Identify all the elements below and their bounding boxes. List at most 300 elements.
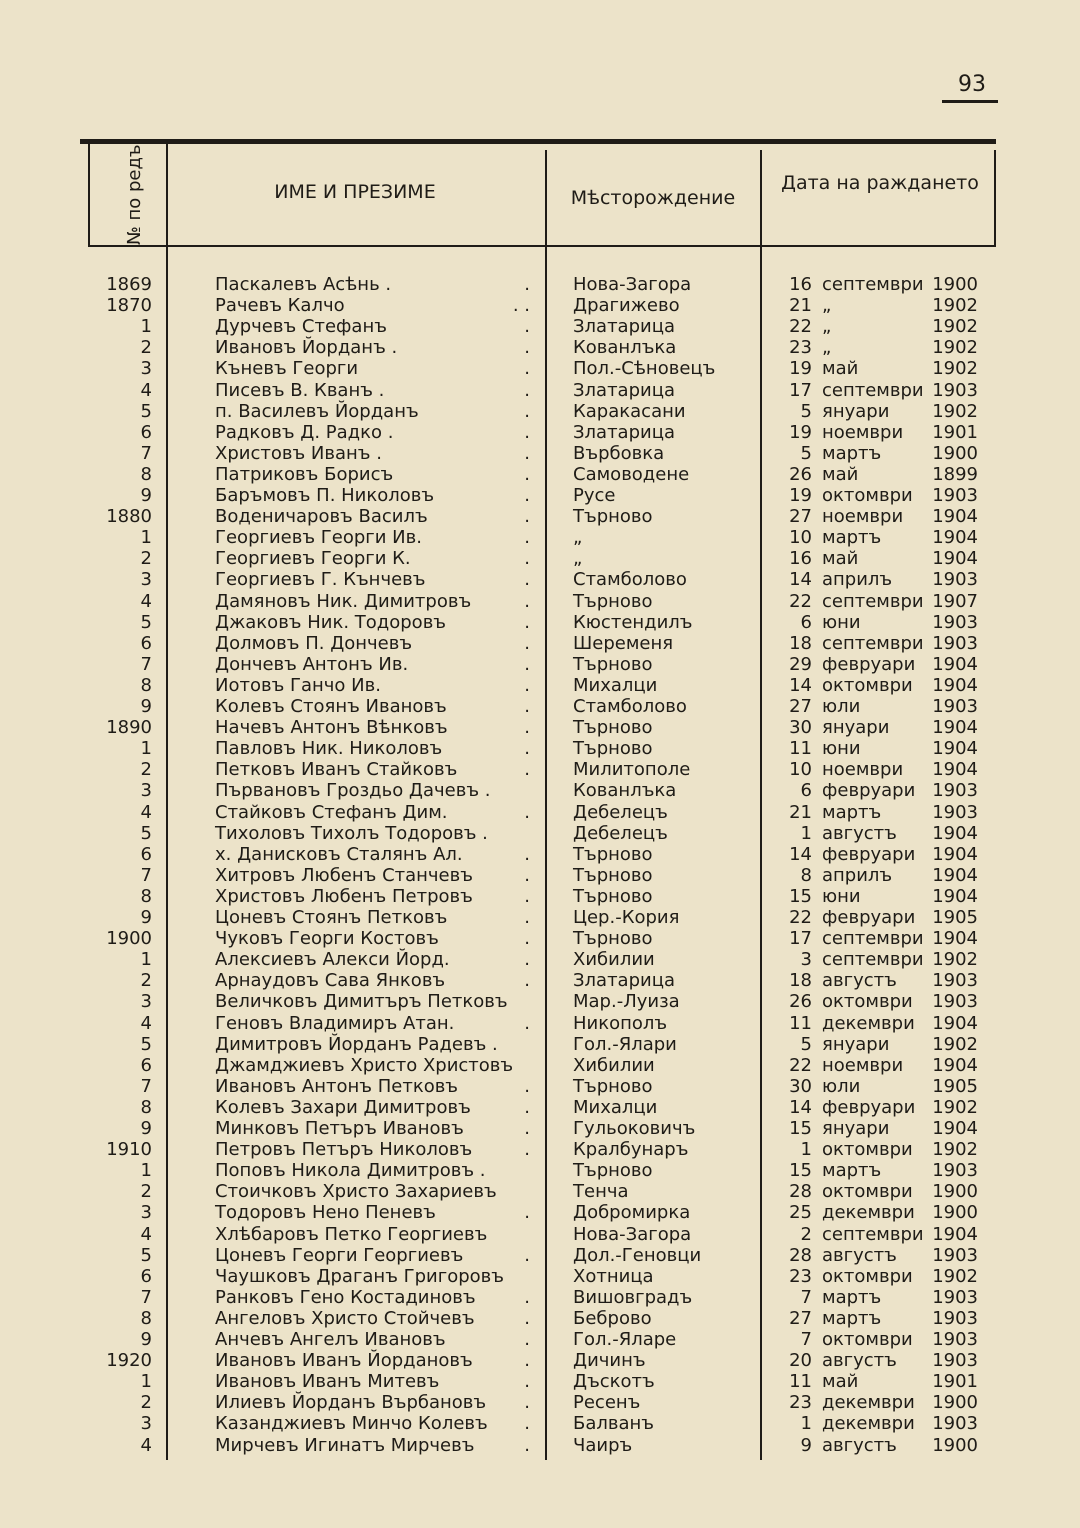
person-name: Колевъ Стоянъ Ивановъ [215, 696, 447, 717]
birthplace: Каракасани [573, 400, 686, 422]
birth-month: септември [822, 949, 924, 971]
birth-year: 1903 [932, 1160, 978, 1182]
row-number: 2 [140, 337, 152, 359]
table-row [0, 422, 1080, 443]
birthplace: Хибилии [573, 949, 655, 971]
leader-dots: . [524, 1012, 530, 1034]
birthplace: Кованлъка [573, 337, 677, 359]
table-row [0, 1013, 1080, 1034]
birth-day: 22 [789, 1054, 812, 1076]
person-name: Джаковъ Ник. Тодоровъ [215, 611, 447, 633]
page-number: 93 [958, 72, 986, 97]
birth-year: 1900 [932, 1202, 978, 1224]
person-name: п. Василевъ Йорданъ [215, 400, 419, 422]
header-place-label: Мѣсторождение [570, 187, 736, 209]
birth-month: октомври [822, 674, 913, 696]
birthplace: Мар.-Луиза [573, 991, 680, 1013]
table-row [0, 1160, 1080, 1181]
header-bottom-rule [88, 245, 996, 247]
person-name: Димитровъ Йорданъ Радевъ . [215, 1033, 498, 1055]
birth-day: 11 [789, 738, 812, 760]
leader-dots: . . [512, 295, 530, 317]
leader-dots: . [524, 274, 530, 295]
birth-day: 25 [789, 1202, 812, 1224]
leader-dots: . [524, 1350, 530, 1372]
leader-dots: . [524, 885, 530, 907]
birth-year: 1903 [932, 485, 978, 506]
table-row [0, 1308, 1080, 1329]
birthplace: Стамболово [573, 569, 687, 591]
leader-dots: . [524, 485, 530, 506]
table-row [0, 886, 1080, 907]
leader-dots: . [524, 1371, 530, 1393]
birth-day: 14 [789, 569, 812, 591]
leader-dots: . [524, 337, 530, 359]
birth-month: априлъ [822, 569, 893, 591]
birth-month: ноември [822, 506, 904, 528]
row-number: 6 [140, 421, 152, 443]
table-row [0, 1287, 1080, 1308]
person-name: Чаушковъ Драганъ Григоровъ [215, 1265, 504, 1287]
leader-dots: . [524, 738, 530, 760]
birthplace: Кралбунаръ [573, 1139, 689, 1161]
birth-day: 1 [800, 822, 812, 844]
row-number: 1870 [106, 295, 152, 317]
person-name: Иотовъ Ганчо Ив. [215, 674, 381, 696]
birth-day: 18 [789, 632, 812, 654]
birth-year: 1904 [932, 1118, 978, 1139]
birth-month: януари [822, 1118, 890, 1139]
row-number: 1880 [106, 506, 152, 528]
birth-month: октомври [822, 1139, 913, 1161]
row-number: 4 [140, 1434, 152, 1456]
person-name: Патриковъ Борисъ [215, 463, 394, 485]
birth-month: августъ [822, 1350, 897, 1372]
row-number: 1 [140, 949, 152, 971]
birth-year: 1902 [932, 358, 978, 380]
table-row [0, 1371, 1080, 1392]
row-number: 1 [140, 1160, 152, 1182]
birth-day: 10 [789, 759, 812, 781]
leader-dots: . [524, 316, 530, 338]
birth-day: 14 [789, 674, 812, 696]
table-row [0, 1266, 1080, 1287]
table-row [0, 844, 1080, 865]
person-name: Дамяновъ Ник. Димитровъ [215, 590, 472, 612]
birth-month: „ [822, 316, 832, 338]
birth-month: августъ [822, 1434, 897, 1456]
table-row [0, 485, 1080, 506]
header-date-label: Дата на раждането [781, 172, 979, 194]
birthplace: Златарица [573, 970, 675, 992]
birth-month: януари [822, 1033, 890, 1055]
birthplace: Търново [573, 885, 653, 907]
row-number: 7 [140, 1286, 152, 1308]
birth-day: 17 [789, 928, 812, 950]
person-name: Илиевъ Йорданъ Върбановъ [215, 1392, 487, 1414]
row-number: 7 [140, 1075, 152, 1097]
birth-month: „ [822, 295, 832, 317]
birth-year: 1903 [932, 780, 978, 802]
birth-year: 1904 [932, 717, 978, 739]
birthplace: Хибилии [573, 1054, 655, 1076]
birth-day: 7 [800, 1286, 812, 1308]
row-number: 6 [140, 843, 152, 865]
person-name: Рачевъ Калчо [215, 295, 345, 317]
leader-dots: . [524, 1096, 530, 1118]
person-name: Арнаудовъ Сава Янковъ [215, 970, 446, 992]
person-name: Джамджиевъ Христо Христовъ [215, 1054, 514, 1076]
person-name: Поповъ Никола Димитровъ . [215, 1160, 486, 1182]
birth-day: 19 [789, 485, 812, 506]
birth-year: 1904 [932, 506, 978, 528]
birth-day: 11 [789, 1371, 812, 1393]
table-row [0, 358, 1080, 379]
row-number: 7 [140, 653, 152, 675]
person-name: Хлѣбаровъ Петко Георгиевъ [215, 1223, 488, 1245]
leader-dots: . [524, 1075, 530, 1097]
table-row [0, 1181, 1080, 1202]
birth-year: 1900 [932, 274, 978, 295]
row-number: 4 [140, 1012, 152, 1034]
leader-dots: . [524, 759, 530, 781]
birth-day: 23 [789, 1265, 812, 1287]
birthplace: Търново [573, 843, 653, 865]
person-name: Ивановъ Иванъ Йордановъ [215, 1350, 473, 1372]
table-row [0, 569, 1080, 590]
birth-year: 1904 [932, 674, 978, 696]
row-number: 1890 [106, 717, 152, 739]
birth-year: 1903 [932, 1244, 978, 1266]
leader-dots: . [524, 1307, 530, 1329]
birth-year: 1900 [932, 1434, 978, 1456]
birth-year: 1899 [932, 463, 978, 485]
leader-dots: . [524, 928, 530, 950]
leader-dots: . [524, 1118, 530, 1139]
table-row [0, 675, 1080, 696]
birth-year: 1903 [932, 1329, 978, 1350]
person-name: Писевъ В. Кванъ . [215, 379, 385, 401]
birthplace: Търново [573, 1075, 653, 1097]
birth-year: 1903 [932, 991, 978, 1013]
row-number: 5 [140, 400, 152, 422]
leader-dots: . [524, 590, 530, 612]
birth-day: 26 [789, 463, 812, 485]
birth-month: септември [822, 274, 924, 295]
person-name: Христовъ Иванъ . [215, 442, 382, 464]
row-number: 8 [140, 463, 152, 485]
row-number: 4 [140, 1223, 152, 1245]
leader-dots: . [524, 1139, 530, 1161]
birthplace: Златарица [573, 316, 675, 338]
birthplace: Търново [573, 864, 653, 886]
birthplace: Дол.-Геновци [573, 1244, 702, 1266]
table-row [0, 443, 1080, 464]
table-row [0, 380, 1080, 401]
row-number: 4 [140, 379, 152, 401]
row-number: 6 [140, 1054, 152, 1076]
row-number: 3 [140, 1202, 152, 1224]
person-name: Алексиевъ Алекси Йорд. [215, 949, 450, 971]
header-number-cell [88, 144, 166, 245]
birthplace: Михалци [573, 1096, 658, 1118]
row-number: 7 [140, 864, 152, 886]
row-number: 1 [140, 527, 152, 549]
leader-dots: . [524, 1202, 530, 1224]
person-name: Минковъ Петъръ Ивановъ [215, 1118, 464, 1139]
birth-month: мартъ [822, 1307, 882, 1329]
birth-day: 8 [800, 864, 812, 886]
birthplace: Самоводене [573, 463, 690, 485]
table-row [0, 1413, 1080, 1434]
birth-year: 1903 [932, 611, 978, 633]
table-row [0, 759, 1080, 780]
birth-month: юли [822, 696, 861, 717]
birth-day: 15 [789, 885, 812, 907]
birth-year: 1904 [932, 885, 978, 907]
person-name: Първановъ Гроздьо Дачевъ . [215, 780, 491, 802]
birth-month: юни [822, 738, 861, 760]
person-name: Ивановъ Йорданъ . [215, 337, 398, 359]
person-name: Дурчевъ Стефанъ [215, 316, 387, 338]
table-row [0, 1034, 1080, 1055]
row-number: 8 [140, 1307, 152, 1329]
table-row [0, 633, 1080, 654]
birth-year: 1902 [932, 949, 978, 971]
birthplace: Балванъ [573, 1413, 655, 1435]
birth-year: 1902 [932, 316, 978, 338]
person-name: Долмовъ П. Дончевъ [215, 632, 413, 654]
birth-year: 1904 [932, 822, 978, 844]
person-name: Георгиевъ Георги К. [215, 548, 411, 570]
birth-day: 10 [789, 527, 812, 549]
table-row [0, 696, 1080, 717]
birth-month: февруари [822, 1096, 916, 1118]
table-row [0, 1435, 1080, 1456]
birth-year: 1903 [932, 1350, 978, 1372]
birth-year: 1903 [932, 696, 978, 717]
birth-month: мартъ [822, 1160, 882, 1182]
person-name: Мирчевъ Игинатъ Мирчевъ [215, 1434, 475, 1456]
leader-dots: . [524, 379, 530, 401]
birth-month: августъ [822, 822, 897, 844]
birth-year: 1902 [932, 1096, 978, 1118]
birthplace: Златарица [573, 421, 675, 443]
birth-day: 21 [789, 801, 812, 823]
birth-year: 1903 [932, 1413, 978, 1435]
person-name: Цоневъ Георги Георгиевъ [215, 1244, 464, 1266]
table-row [0, 654, 1080, 675]
leader-dots: . [524, 358, 530, 380]
birth-month: априлъ [822, 864, 893, 886]
person-name: Дончевъ Антонъ Ив. [215, 653, 409, 675]
leader-dots: . [524, 1286, 530, 1308]
person-name: Колевъ Захари Димитровъ [215, 1096, 471, 1118]
birth-year: 1903 [932, 632, 978, 654]
birth-month: февруари [822, 907, 916, 928]
birth-day: 22 [789, 316, 812, 338]
row-number: 3 [140, 569, 152, 591]
birth-year: 1904 [932, 864, 978, 886]
table-row [0, 274, 1080, 295]
birth-month: май [822, 463, 859, 485]
birth-day: 7 [800, 1329, 812, 1350]
leader-dots: . [524, 674, 530, 696]
row-number: 6 [140, 632, 152, 654]
table-row [0, 1139, 1080, 1160]
person-name: Паскалевъ Асѣнь . [215, 274, 392, 295]
birth-day: 28 [789, 1244, 812, 1266]
leader-dots: . [524, 696, 530, 717]
birth-year: 1904 [932, 653, 978, 675]
table-row [0, 401, 1080, 422]
table-row [0, 1245, 1080, 1266]
leader-dots: . [524, 442, 530, 464]
table-row [0, 591, 1080, 612]
birth-month: май [822, 1371, 859, 1393]
birth-month: ноември [822, 421, 904, 443]
person-name: Цоневъ Стоянъ Петковъ [215, 907, 448, 928]
birthplace: Вишовградъ [573, 1286, 693, 1308]
person-name: Тихоловъ Тихолъ Тодоровъ . [215, 822, 488, 844]
leader-dots: . [524, 548, 530, 570]
row-number: 9 [140, 1118, 152, 1139]
birth-day: 22 [789, 590, 812, 612]
row-number: 3 [140, 1413, 152, 1435]
table-row [0, 865, 1080, 886]
birthplace: Пол.-Сѣновецъ [573, 358, 716, 380]
birth-year: 1904 [932, 548, 978, 570]
table-row [0, 506, 1080, 527]
table-row [0, 1350, 1080, 1371]
row-number: 3 [140, 358, 152, 380]
person-name: Ивановъ Антонъ Петковъ [215, 1075, 459, 1097]
birth-day: 20 [789, 1350, 812, 1372]
person-name: Ранковъ Гено Костадиновъ [215, 1286, 476, 1308]
birth-day: 17 [789, 379, 812, 401]
birthplace: Търново [573, 1160, 653, 1182]
leader-dots: . [524, 400, 530, 422]
birth-day: 16 [789, 548, 812, 570]
birthplace: Златарица [573, 379, 675, 401]
leader-dots: . [524, 421, 530, 443]
person-name: Петровъ Петъръ Николовъ [215, 1139, 473, 1161]
birth-day: 6 [800, 780, 812, 802]
birth-day: 18 [789, 970, 812, 992]
person-name: Геновъ Владимиръ Атан. [215, 1012, 455, 1034]
leader-dots: . [524, 1434, 530, 1456]
birth-day: 29 [789, 653, 812, 675]
table-row [0, 1118, 1080, 1139]
person-name: Казанджиевъ Минчо Колевъ [215, 1413, 488, 1435]
birthplace: Гол.-Яларе [573, 1329, 677, 1350]
birth-year: 1901 [932, 1371, 978, 1393]
birth-day: 14 [789, 1096, 812, 1118]
birth-month: юни [822, 885, 861, 907]
row-number: 5 [140, 1244, 152, 1266]
row-number: 1910 [106, 1139, 152, 1161]
birthplace: Върбовка [573, 442, 665, 464]
table-row [0, 970, 1080, 991]
birthplace: Дебелецъ [573, 822, 668, 844]
birth-month: септември [822, 590, 924, 612]
birth-day: 5 [800, 442, 812, 464]
person-name: Тодоровъ Нено Пеневъ [215, 1202, 436, 1224]
person-name: Къневъ Георги [215, 358, 359, 380]
birthplace: Михалци [573, 674, 658, 696]
birthplace: Търново [573, 653, 653, 675]
birth-day: 27 [789, 1307, 812, 1329]
birth-year: 1903 [932, 379, 978, 401]
birth-month: мартъ [822, 1286, 882, 1308]
birthplace: Цер.-Кория [573, 907, 680, 928]
birthplace: Търново [573, 717, 653, 739]
row-number: 2 [140, 970, 152, 992]
birth-month: септември [822, 379, 924, 401]
birth-day: 6 [800, 611, 812, 633]
column-divider-right [994, 150, 996, 247]
birth-day: 28 [789, 1181, 812, 1203]
birth-month: януари [822, 717, 890, 739]
leader-dots: . [524, 1329, 530, 1350]
row-number: 8 [140, 1096, 152, 1118]
table-row [0, 527, 1080, 548]
birth-year: 1904 [932, 759, 978, 781]
table-row [0, 1097, 1080, 1118]
row-number: 2 [140, 548, 152, 570]
birthplace: Гол.-Ялари [573, 1033, 677, 1055]
birthplace: Драгижево [573, 295, 680, 317]
leader-dots: . [524, 527, 530, 549]
table-row [0, 1329, 1080, 1350]
birth-day: 21 [789, 295, 812, 317]
birthplace: Гульоковичъ [573, 1118, 696, 1139]
birth-month: октомври [822, 991, 913, 1013]
table-row [0, 928, 1080, 949]
birthplace: Дебелецъ [573, 801, 668, 823]
birth-month: декември [822, 1392, 915, 1414]
header-name-label: ИМЕ И ПРЕЗИМЕ [274, 181, 436, 203]
birth-month: септември [822, 928, 924, 950]
birth-month: октомври [822, 1265, 913, 1287]
birthplace: Нова-Загора [573, 1223, 692, 1245]
birth-month: юли [822, 1075, 861, 1097]
birth-year: 1903 [932, 801, 978, 823]
birthplace: Търново [573, 928, 653, 950]
birthplace: Добромирка [573, 1202, 691, 1224]
person-name: Анчевъ Ангелъ Ивановъ [215, 1329, 446, 1350]
person-name: Чуковъ Георги Костовъ [215, 928, 439, 950]
row-number: 8 [140, 674, 152, 696]
leader-dots: . [524, 907, 530, 928]
row-number: 9 [140, 485, 152, 506]
birth-month: октомври [822, 1181, 913, 1203]
birth-month: септември [822, 1223, 924, 1245]
birth-day: 3 [800, 949, 812, 971]
person-name: Хитровъ Любенъ Станчевъ [215, 864, 473, 886]
row-number: 2 [140, 1392, 152, 1414]
table-row [0, 1202, 1080, 1223]
birthplace: Търново [573, 590, 653, 612]
birth-year: 1904 [932, 928, 978, 950]
birth-year: 1903 [932, 1286, 978, 1308]
table-row [0, 802, 1080, 823]
leader-dots: . [524, 569, 530, 591]
table-row [0, 949, 1080, 970]
row-number: 3 [140, 780, 152, 802]
person-name: Величковъ Димитъръ Петковъ [215, 991, 508, 1013]
birth-day: 14 [789, 843, 812, 865]
